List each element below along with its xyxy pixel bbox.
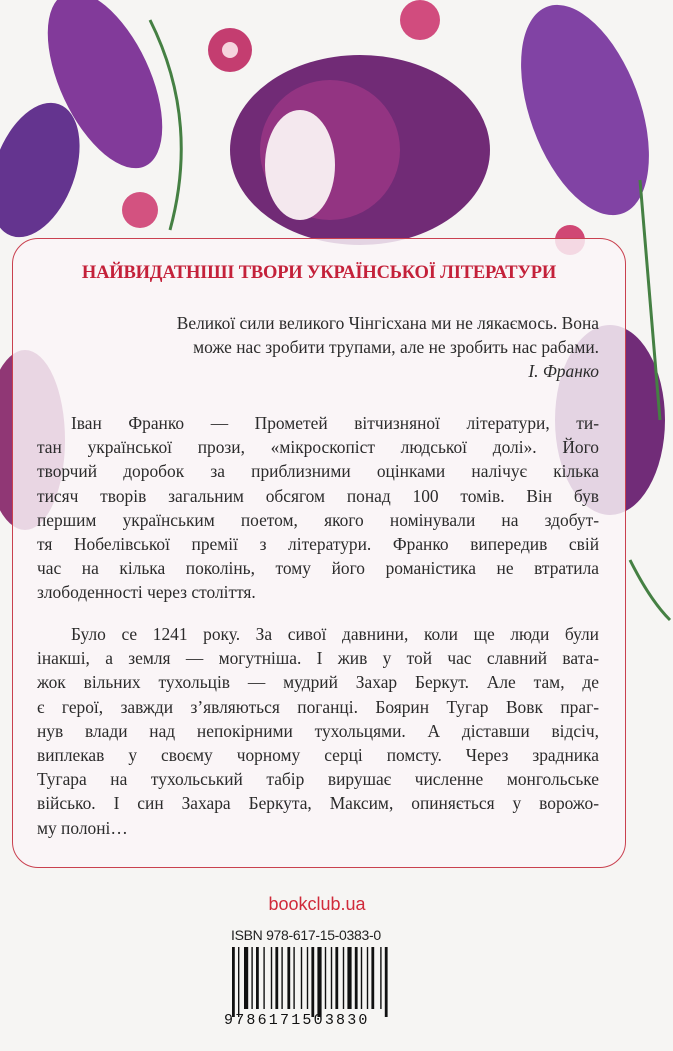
quote-line: може нас зробити трупами, але не зробить нас рабами. (193, 337, 599, 358)
text-line: Тугара на тухольський табір вирушає численне монгольське (37, 769, 599, 790)
description-panel (12, 238, 626, 868)
barcode (224, 947, 408, 1019)
text-line: інакші, а земля — могутніша. І жив у той час славний вата- (37, 648, 599, 669)
epigraph (37, 311, 599, 384)
text-line: творчий доробок за приблизними оцінками налічує кілька (37, 461, 599, 482)
quote-author: І. Франко (528, 361, 599, 382)
barcode-bar (293, 947, 294, 1009)
barcode-number: 9786171503830 (224, 1012, 370, 1029)
barcode-bar (343, 947, 344, 1009)
barcode-bar (380, 947, 381, 1009)
plot-paragraph (37, 622, 599, 840)
barcode-bar (256, 947, 259, 1009)
text-line: жок вільних тухольців — мудрий Захар Беркут. Але там, де (37, 672, 599, 693)
barcode-bar (238, 947, 239, 1017)
barcode-bar (371, 947, 374, 1009)
barcode-bar (385, 947, 388, 1017)
text-line: тан української прози, «мікроскопіст людської долі». Його (37, 437, 599, 458)
text-line: тя Нобелівської премії з літератури. Франко випередив свій (37, 534, 599, 555)
barcode-bar (244, 947, 248, 1009)
text-line: час на кілька поколінь, тому його романістика не втратила (37, 558, 599, 579)
barcode-bar (347, 947, 351, 1009)
text-line: злободенності через століття. (37, 582, 256, 603)
barcode-bar (361, 947, 362, 1009)
publisher-site-link[interactable]: bookclub.ua (268, 894, 366, 914)
barcode-bar (275, 947, 278, 1009)
barcode-bar (355, 947, 358, 1009)
barcode-bar (271, 947, 272, 1009)
text-line: виплекав у своєму чорному серці помсту. Через зрадника (37, 745, 599, 766)
text-line: Іван Франко — Прометей вітчизняної літератури, ти- (71, 413, 599, 433)
barcode-bar (311, 947, 314, 1017)
barcode-bar (325, 947, 326, 1009)
text-line: першим українським поетом, якого номінували на здобут- (37, 509, 599, 530)
quote-line: Великої сили великого Чінгісхана ми не лякаємось. Вона (176, 313, 599, 333)
barcode-bar (263, 947, 264, 1009)
text-line: му полоні… (37, 817, 128, 838)
barcode-bar (367, 947, 368, 1009)
barcode-bar (287, 947, 290, 1009)
barcode-bar (301, 947, 302, 1009)
barcode-bar (281, 947, 282, 1009)
author-paragraph (37, 411, 599, 605)
text-line: тисяч творів загальним обсягом понад 100 томів. Він був (37, 485, 599, 506)
barcode-bar (331, 947, 332, 1009)
barcode-bar (335, 947, 338, 1009)
barcode-bar (317, 947, 321, 1017)
series-heading: НАЙВИДАТНІШІ ТВОРИ УКРАЇНСЬКОЇ ЛІТЕРАТУРИ (81, 263, 557, 283)
isbn-label: ISBN 978-617-15-0383-0 (231, 927, 381, 943)
text-line: нув влади над непокірними тухольцями. А діставши відсіч, (37, 720, 599, 741)
barcode-bar (307, 947, 308, 1009)
text-line: військо. І син Захара Беркута, Максим, опиняється у ворожо- (37, 793, 599, 814)
barcode-bar (232, 947, 235, 1017)
barcode-bar (251, 947, 252, 1009)
text-line: є герої, завжди з’являються поганці. Боярин Тугар Вовк праг- (37, 696, 599, 717)
text-line: Було се 1241 року. За сивої давнини, коли ще люди були (71, 624, 599, 644)
